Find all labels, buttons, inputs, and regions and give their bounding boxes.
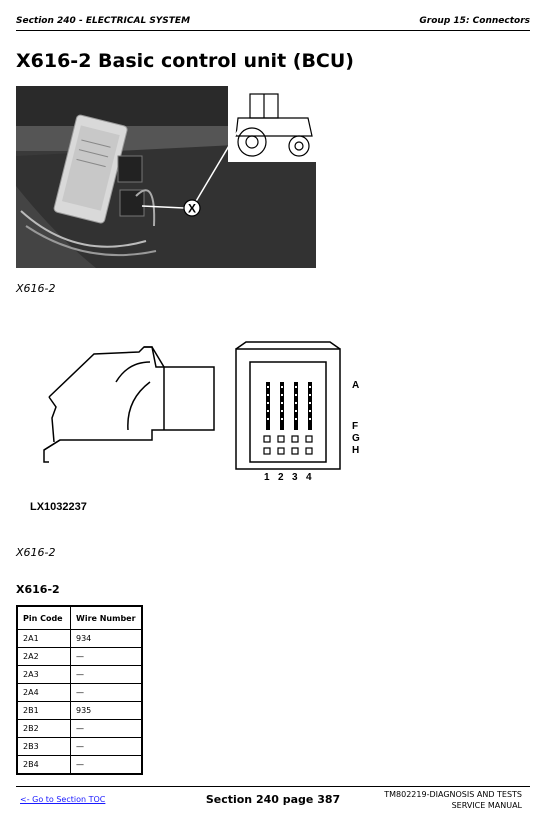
header-rule xyxy=(16,30,530,31)
pin-code-cell: 2B4 xyxy=(17,756,71,775)
pin-table xyxy=(16,605,143,775)
group-header: Group 15: Connectors xyxy=(419,16,530,26)
table-row xyxy=(17,684,142,702)
callout-label: X xyxy=(187,201,197,216)
table-row xyxy=(17,738,142,756)
pin-grid xyxy=(266,382,312,430)
connector-drawing xyxy=(24,322,364,522)
table-row xyxy=(17,648,142,666)
wire-number-cell: — xyxy=(71,738,143,756)
photo-caption: X616-2 xyxy=(16,282,56,295)
wire-number-cell: — xyxy=(71,756,143,775)
col-label-4: 4 xyxy=(306,472,312,483)
table-row xyxy=(17,630,142,648)
col-label-1: 1 xyxy=(264,472,270,483)
table-row xyxy=(17,756,142,775)
drawing-ref: LX1032237 xyxy=(30,501,87,513)
row-label-a: A xyxy=(352,380,360,391)
drawing-caption: X616-2 xyxy=(16,546,56,559)
wire-number-cell: — xyxy=(71,666,143,684)
page-title: X616-2 Basic control unit (BCU) xyxy=(16,50,354,72)
table-row xyxy=(17,702,142,720)
page-header xyxy=(16,14,530,30)
col-label-3: 3 xyxy=(292,472,298,483)
pin-code-cell: 2B3 xyxy=(17,738,71,756)
footer-rule xyxy=(16,786,530,787)
wire-number-cell: — xyxy=(71,684,143,702)
table-row xyxy=(17,666,142,684)
pin-code-cell: 2A2 xyxy=(17,648,71,666)
pin-code-cell: 2A4 xyxy=(17,684,71,702)
table-title: X616-2 xyxy=(16,583,60,596)
row-label-f: F xyxy=(352,421,359,432)
table-header-row xyxy=(17,606,142,630)
table-row xyxy=(17,720,142,738)
manual-subtitle: SERVICE MANUAL xyxy=(451,801,522,810)
manual-title: TM802219-DIAGNOSIS AND TESTS xyxy=(384,790,522,799)
col-header-pin-code: Pin Code xyxy=(17,606,71,630)
bcu-location-photo xyxy=(16,86,316,268)
col-label-2: 2 xyxy=(278,472,284,483)
wire-number-cell: — xyxy=(71,720,143,738)
pin-code-cell: 2A1 xyxy=(17,630,71,648)
page-number: Section 240 page 387 xyxy=(205,793,341,806)
go-to-section-toc-link[interactable]: <- Go to Section TOC xyxy=(20,795,106,804)
manual-info xyxy=(384,789,522,811)
pin-code-cell: 2A3 xyxy=(17,666,71,684)
pin-code-cell: 2B1 xyxy=(17,702,71,720)
pin-code-cell: 2B2 xyxy=(17,720,71,738)
row-label-g: G xyxy=(352,433,360,444)
section-header: Section 240 - ELECTRICAL SYSTEM xyxy=(16,16,191,26)
wire-number-cell: — xyxy=(71,648,143,666)
col-header-wire-number: Wire Number xyxy=(71,606,143,630)
wire-number-cell: 934 xyxy=(71,630,143,648)
wire-number-cell: 935 xyxy=(71,702,143,720)
row-label-h: H xyxy=(352,445,360,456)
